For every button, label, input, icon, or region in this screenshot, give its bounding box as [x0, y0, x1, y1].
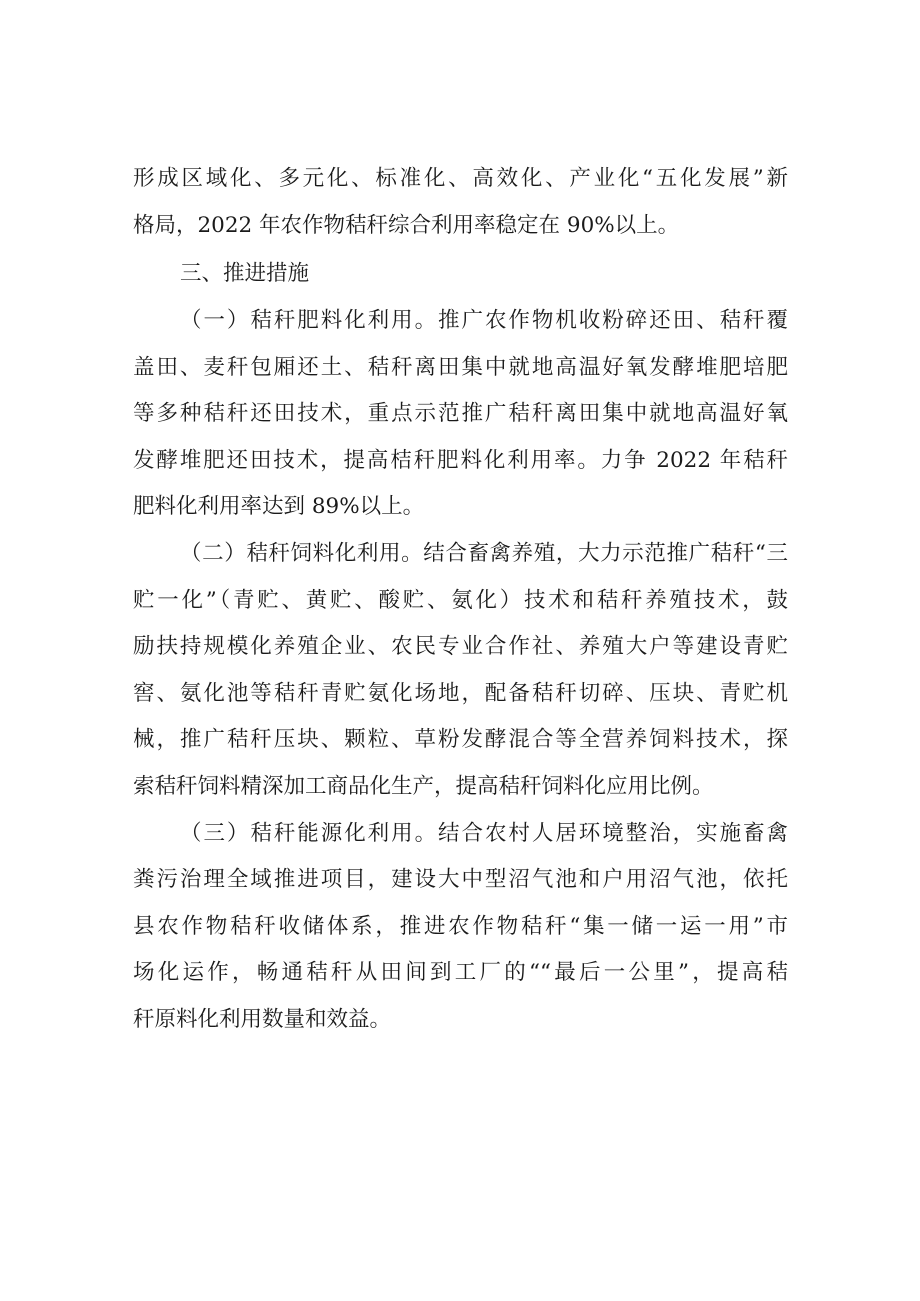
measure-1-line: 盖田、麦秆包厢还土、秸秆离田集中就地高温好氧发酵堆肥培肥 [133, 355, 788, 380]
measure-3-line: 粪污治理全域推进项目，建设大中型沼气池和户用沼气池，依托 [133, 867, 788, 892]
measure-3-line: 秆原料化利用数量和效益。 [133, 1007, 392, 1032]
measure-1-line: （一）秸秆肥料化利用。推广农作物机收粉碎还田、秸秆覆 [180, 308, 788, 333]
intro-line: 格局，2022 年农作物秸秆综合利用率稳定在 90%以上。 [133, 213, 680, 238]
measure-1-line: 发酵堆肥还田技术，提高桔秆肥料化利用率。力争 2022 年秸秆 [133, 448, 788, 473]
measure-1-line: 肥料化利用率达到 89%以上。 [133, 494, 425, 519]
measure-2-line: 励扶持规模化养殖企业、农民专业合作社、养殖大户等建设青贮 [133, 634, 788, 659]
intro-line: 形成区域化、多元化、标准化、高效化、产业化“五化发展”新 [133, 166, 788, 191]
measure-2-line: 窖、氨化池等秸秆青贮氨化场地，配备秸秆切碎、压块、青贮机 [133, 681, 788, 706]
section-heading: 三、推进措施 [180, 261, 310, 286]
measure-3-line: （三）秸秆能源化利用。结合农村人居环境整治，实施畜禽 [180, 821, 788, 846]
measure-2-line: 贮一化”（青贮、黄贮、酸贮、氨化）技术和秸秆养殖技术，鼓 [133, 588, 788, 613]
measure-3-line: 场化运作，畅通秸秆从田间到工厂的““最后一公里”，提高秸 [133, 960, 788, 985]
measure-3-line: 县农作物秸秆收储体系，推进农作物秸秆“集一储一运一用”市 [133, 914, 788, 939]
measure-1-line: 等多种秸秆还田技术，重点示范推广秸秆离田集中就地高温好氧 [133, 401, 788, 426]
measure-2-line: 索秸秆饲料精深加工商品化生产，提高秸秆饲料化应用比例。 [133, 774, 714, 799]
measure-2-line: （二）秸秆饲料化利用。结合畜禽养殖，大力示范推广秸秆“三 [180, 541, 788, 566]
measure-2-line: 械，推广秸秆压块、颗粒、草粉发酵混合等全营养饲料技术，探 [133, 727, 788, 752]
